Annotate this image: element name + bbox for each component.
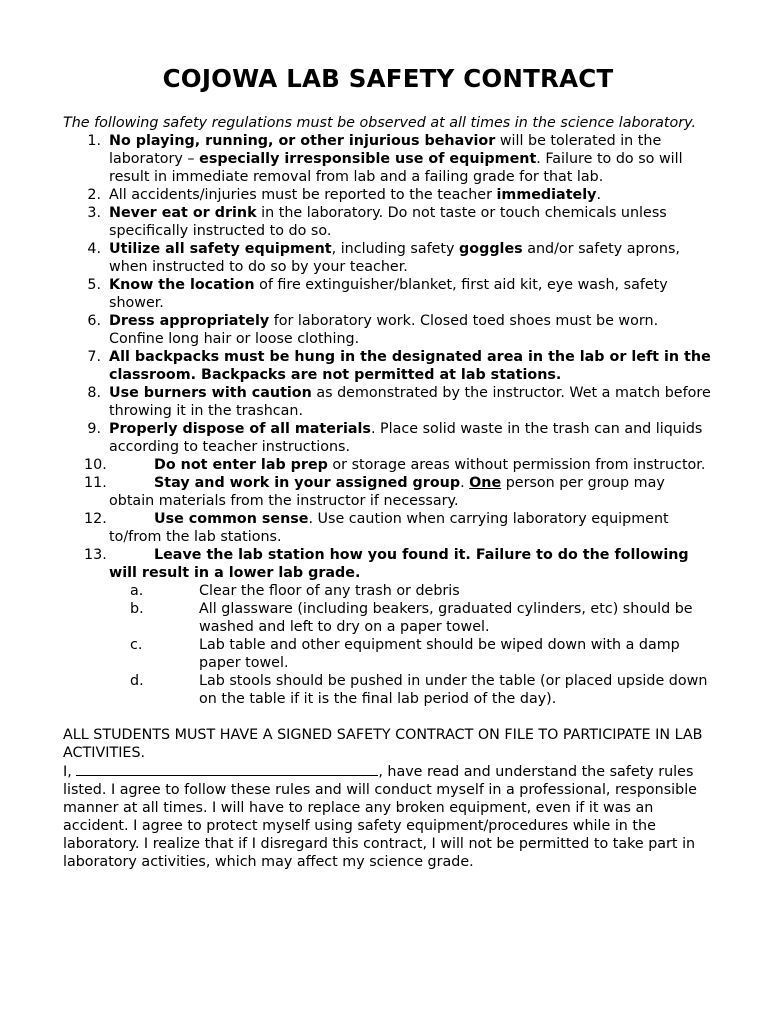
rule-text: goggles: [459, 241, 523, 257]
rule-text: Utilize all safety equipment: [109, 241, 332, 257]
rule-text: , including safety: [331, 241, 460, 257]
rule-number: 6.: [87, 313, 101, 329]
rule-text: in the laboratory. Do not taste or touch chemicals unless specifically instructed to do so.: [109, 205, 667, 239]
rule-text: person per group may obtain materials from the instructor if necessary.: [109, 475, 665, 509]
rule-text: No playing, running, or other injurious behavior: [109, 133, 496, 149]
notice-text: ALL STUDENTS MUST HAVE A SIGNED SAFETY CONTRACT ON FILE TO PARTICIPATE IN LAB ACTIVITIES.: [63, 727, 703, 761]
rule-text: All backpacks must be hung in the designated area in the lab or left in the classroom. Backpacks are not permitted at lab stations.: [109, 349, 711, 383]
rule-text: Dress appropriately: [109, 313, 270, 329]
rule-item: [63, 186, 713, 204]
rule-text: Know the location: [109, 277, 255, 293]
rule-item: [63, 420, 713, 456]
rule-number: 13.: [84, 547, 107, 563]
rule-text: will be tolerated in the laboratory –: [109, 133, 662, 167]
rule-number: 2.: [87, 187, 101, 203]
rule-text: or storage areas without permission from instructor.: [327, 457, 706, 473]
subitem-text: Lab table and other equipment should be wiped down with a damp paper towel.: [199, 637, 680, 671]
pledge-body: , have read and understand the safety rules listed. I agree to follow these rules and will conduct myself in a professional, responsible manner at all times. I will have to replace any broken equipment, even if it was an accident. I agree to protect myself using safety equipment/procedures while in the laboratory. I realize that if I disregard this contract, I will not be permitted to take part in laboratory activities, which may affect my science grade.: [63, 764, 697, 870]
intro-text: The following safety regulations must be observed at all times in the science laboratory.: [63, 115, 697, 131]
subitem: [109, 636, 713, 672]
rule-text: Use burners with caution: [109, 385, 312, 401]
rule-text: as demonstrated by the instructor. Wet a match before throwing it in the trashcan.: [109, 385, 711, 419]
rule-item: [63, 276, 713, 312]
subitem: [109, 582, 713, 600]
subitem-letter: b.: [130, 601, 144, 617]
rule-text: All accidents/injuries must be reported to the teacher: [109, 187, 497, 203]
rule-text: .: [460, 475, 470, 491]
rule-item: [63, 240, 713, 276]
subitem: [109, 672, 713, 708]
page-title: COJOWA LAB SAFETY CONTRACT: [162, 64, 614, 93]
rule-item: [63, 474, 713, 510]
subitem-text: All glassware (including beakers, graduated cylinders, etc) should be washed and left to dry on a paper towel.: [199, 601, 693, 635]
rule-text: for laboratory work. Closed toed shoes must be worn. Confine long hair or loose clothing.: [109, 313, 659, 347]
rule-text: especially irresponsible use of equipment: [199, 151, 537, 167]
section-gap: [63, 708, 713, 726]
rule-number: 5.: [87, 277, 101, 293]
rule-item: [63, 312, 713, 348]
rule-number: 8.: [87, 385, 101, 401]
rule-text: and/or safety aprons, when instructed to do so by your teacher.: [109, 241, 680, 275]
rule-number: 3.: [87, 205, 101, 221]
rule-number: 7.: [87, 349, 101, 365]
rule-text: Do not enter lab prep: [154, 457, 328, 473]
document-page: [63, 62, 713, 871]
rule-item: [63, 510, 713, 546]
rule-item: [63, 456, 713, 474]
rule-text: immediately: [496, 187, 597, 203]
rule-item: [63, 348, 713, 384]
rule-text: . Place solid waste in the trash can and liquids according to teacher instructions.: [109, 421, 703, 455]
rule-text: Use common sense: [154, 511, 309, 527]
rule-text: Never eat or drink: [109, 205, 257, 221]
pledge-text: [63, 762, 713, 871]
subitem-letter: c.: [130, 637, 143, 653]
rule-item: [63, 384, 713, 420]
rule-text: Properly dispose of all materials: [109, 421, 371, 437]
rule-number: 11.: [84, 475, 107, 491]
rule-text: . Use caution when carrying laboratory equipment to/from the lab stations.: [109, 511, 669, 545]
rule-item: [63, 204, 713, 240]
subitem: [109, 600, 713, 636]
rule-item: [63, 546, 713, 708]
subitem-letter: a.: [130, 583, 144, 599]
subitem-text: Lab stools should be pushed in under the table (or placed upside down on the table if it is the final lab period of the day).: [199, 673, 708, 707]
rule-text: Stay and work in your assigned group: [154, 475, 461, 491]
rule-text: Leave the lab station how you found it. Failure to do the following will result in a lower lab grade.: [109, 547, 689, 581]
signature-name-blank[interactable]: [76, 762, 378, 776]
rule-text: . Failure to do so will result in immediate removal from lab and a failing grade for that lab.: [109, 151, 683, 185]
rule-number: 10.: [84, 457, 107, 473]
subitem-letter: d.: [130, 673, 144, 689]
rule-number: 12.: [84, 511, 107, 527]
rule-number: 4.: [87, 241, 101, 257]
rule-text: of fire extinguisher/blanket, first aid kit, eye wash, safety shower.: [109, 277, 668, 311]
rules-list: [63, 132, 713, 708]
rule-text: .: [596, 187, 602, 203]
pledge-prefix: I,: [63, 764, 77, 780]
rule-number: 1.: [87, 133, 101, 149]
subitem-text: Clear the floor of any trash or debris: [199, 583, 460, 599]
rule-text: One: [469, 475, 502, 491]
rule-number: 9.: [87, 421, 101, 437]
rule-item: [63, 132, 713, 186]
subitem-list: [109, 582, 713, 708]
